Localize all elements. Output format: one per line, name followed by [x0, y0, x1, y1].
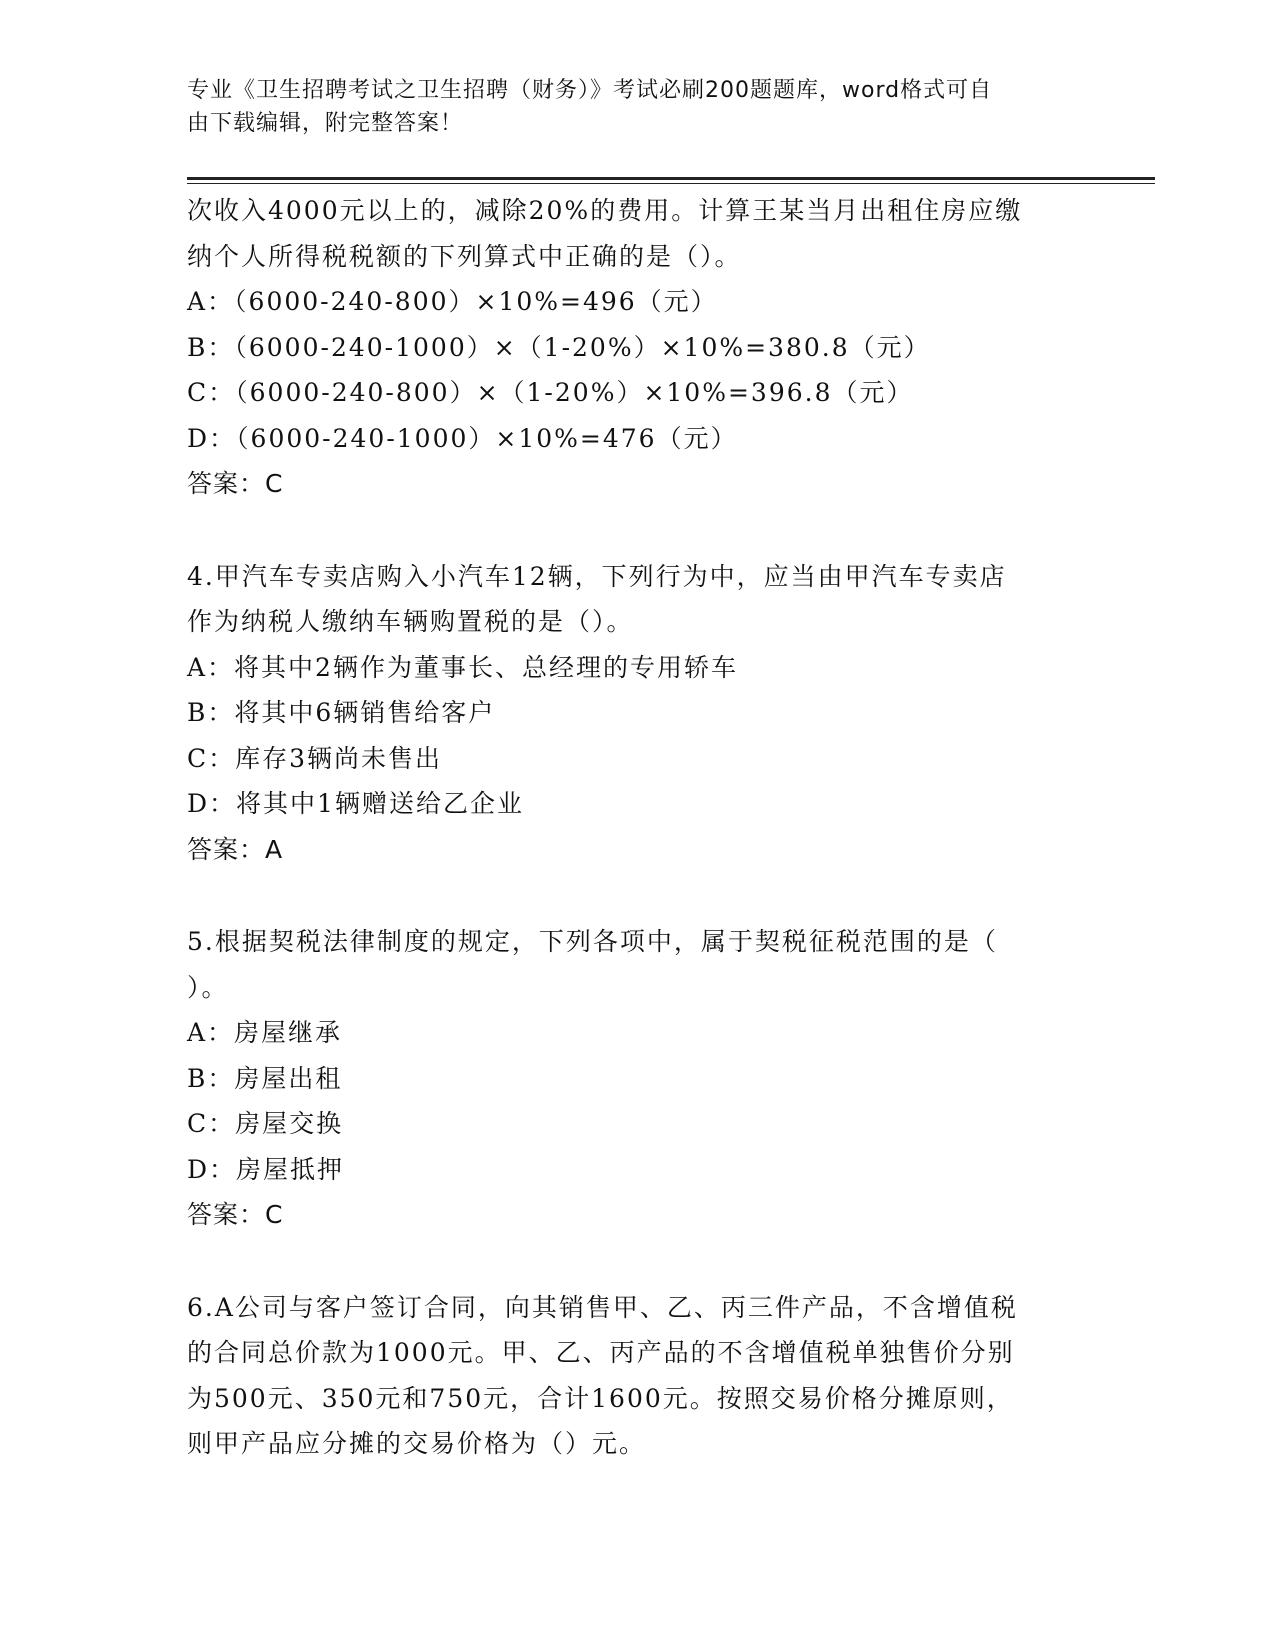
option-d: D：（6000-240-1000）×10%=476（元） — [187, 423, 738, 453]
question-stem-line: 纳个人所得税税额的下列算式中正确的是（）。 — [187, 241, 742, 271]
option-c: C：库存3辆尚未售出 — [187, 743, 443, 773]
question-stem-line: 的合同总价款为1000元。甲、乙、丙产品的不含增值税单独售价分别 — [187, 1338, 1015, 1367]
question-5 — [187, 919, 1087, 1238]
option-d: D：将其中1辆赠送给乙企业 — [187, 789, 524, 818]
question-stem-line: ）。 — [187, 972, 229, 1002]
question-stem-line: 4.甲汽车专卖店购入小汽车12辆，下列行为中，应当由甲汽车专卖店 — [187, 561, 1007, 591]
question-6 — [187, 1285, 1087, 1467]
option-b: B：（6000-240-1000）×（1-20%）×10%=380.8（元） — [187, 332, 931, 362]
header-divider-thin — [187, 183, 1155, 184]
question-4 — [187, 554, 1087, 873]
header-line-2: 由下载编辑，附完整答案！ — [187, 111, 464, 136]
question-3 — [187, 188, 1087, 507]
question-stem-line: 作为纳税人缴纳车辆购置税的是（）。 — [187, 607, 634, 636]
option-b: B：房屋出租 — [187, 1063, 343, 1093]
answer-line: 答案：C — [187, 1200, 284, 1229]
option-c: C：（6000-240-800）×（1-20%）×10%=396.8（元） — [187, 378, 914, 407]
spacer — [187, 872, 1087, 919]
spacer — [187, 1238, 1087, 1285]
option-a: A：将其中2辆作为董事长、总经理的专用轿车 — [187, 652, 738, 682]
header-divider-thick — [187, 177, 1155, 180]
question-stem-line: 为500元、350元和750元，合计1600元。按照交易价格分摊原则， — [187, 1383, 1014, 1413]
answer-line: 答案：A — [187, 834, 284, 864]
question-stem-line: 5.根据契税法律制度的规定，下列各项中，属于契税征税范围的是（ — [187, 927, 998, 956]
header-line-1: 专业《卫生招聘考试之卫生招聘（财务）》考试必刷200题题库，word格式可自 — [187, 78, 993, 103]
answer-line: 答案：C — [187, 469, 284, 498]
option-b: B：将其中6辆销售给客户 — [187, 698, 496, 727]
document-body — [187, 188, 1087, 1467]
option-a: A：房屋继承 — [187, 1018, 343, 1047]
question-stem-line: 6.A公司与客户签订合同，向其销售甲、乙、丙三件产品，不含增值税 — [187, 1292, 1018, 1322]
option-d: D：房屋抵押 — [187, 1154, 345, 1184]
option-c: C：房屋交换 — [187, 1109, 344, 1138]
document-header — [187, 74, 1067, 140]
question-stem-line: 则甲产品应分摊的交易价格为（）元。 — [187, 1429, 647, 1458]
spacer — [187, 507, 1087, 554]
question-stem-line: 次收入4000元以上的，减除20%的费用。计算王某当月出租住房应缴 — [187, 196, 1023, 225]
option-a: A：（6000-240-800）×10%=496（元） — [187, 287, 718, 316]
